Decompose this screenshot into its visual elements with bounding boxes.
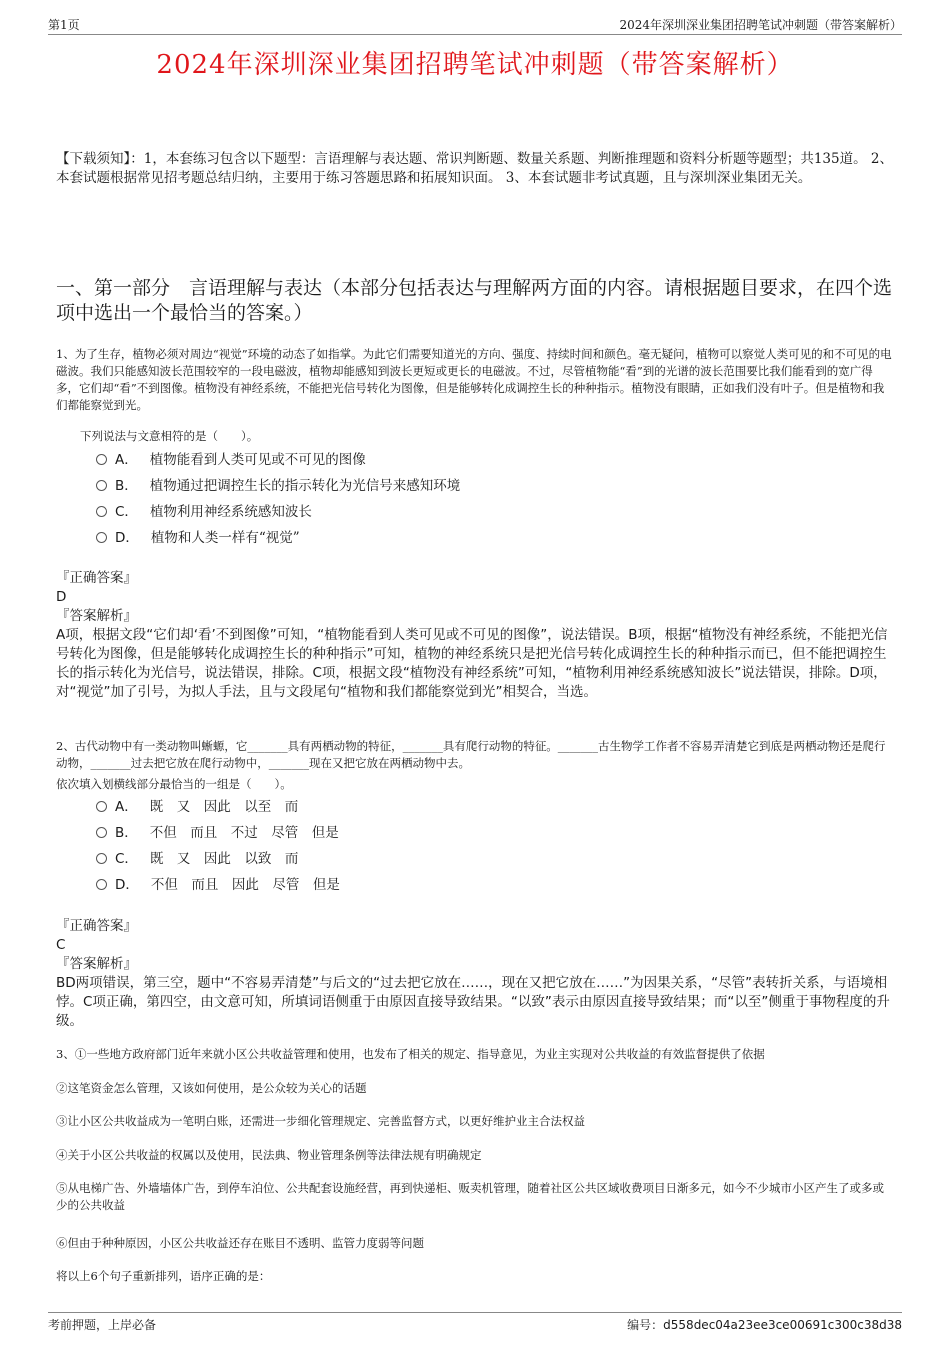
option-key: C． — [115, 851, 138, 867]
option-text: 植物和人类一样有“视觉” — [150, 530, 300, 546]
section-heading: 一、第一部分 言语理解与表达（本部分包括表达与理解两方面的内容。请根据题目要求，在四个选项中选出一个最恰当的答案。） — [56, 277, 893, 324]
q3-sentence-4: ④关于小区公共收益的权属以及使用，民法典、物业管理条例等法律法规有明确规定 — [56, 1148, 482, 1162]
q1-prompt: 下列说法与文意相符的是（ ）。 — [80, 429, 259, 443]
option-text: 既 又 因此 以至 而 — [149, 799, 299, 815]
q3-sentence-2: ②这笔资金怎么管理，又该如何使用，是公众较为关心的话题 — [56, 1081, 367, 1095]
q3-sentence-5: ⑤从电梯广告、外墙墙体广告，到停车泊位、公共配套设施经营，再到快递柜、贩卖机管理，随着社区公共区域收费项目日渐多元，如今不少城市小区产生了或多或少的公共收益 — [56, 1181, 884, 1212]
option-key: A． — [115, 799, 138, 815]
q1-option-d[interactable] — [96, 529, 300, 547]
q2-answer-block — [56, 917, 894, 1031]
answer-label: 『正确答案』 — [56, 570, 137, 586]
option-text: 既 又 因此 以致 而 — [149, 851, 299, 867]
analysis-text: A项，根据文段“它们却‘看’不到图像”可知，“植物能看到人类可见或不可见的图像”，说法错误。B项，根据“植物没有神经系统，不能把光信号转化为图像，但是能够转化成调控生长的种种指示”可知，植物的神经系统只是把光信号转化成调控生长的种种指示而已，但不能把调控生长的指示转化为光信号，说法错误，排除。C项，根据文段“植物没有神经系统”可知，“植物利用神经系统感知波长”说法错误，排除。D项，对“视觉”加了引号，为拟人手法，且与文段尾句“植物和我们都能察觉到光”相契合，当选。 — [56, 627, 888, 700]
radio-icon[interactable] — [96, 853, 107, 864]
radio-icon[interactable] — [96, 506, 107, 517]
code-value: d558dec04a23ee3ce00691c300c38d38 — [663, 1318, 902, 1332]
q1-option-b[interactable] — [96, 477, 460, 495]
option-text: 不但 而且 因此 尽管 但是 — [150, 877, 340, 893]
option-key: A． — [115, 452, 138, 468]
page-number: 第1页 — [48, 18, 80, 32]
q1-option-a[interactable] — [96, 451, 366, 469]
page-header — [48, 14, 902, 35]
q2-prompt: 依次填入划横线部分最恰当的一组是（ ）。 — [56, 777, 292, 791]
option-text: 不但 而且 不过 尽管 但是 — [149, 825, 339, 841]
footer-slogan: 考前押题，上岸必备 — [48, 1318, 157, 1332]
analysis-label: 『答案解析』 — [56, 956, 137, 972]
header-doc-title: 2024年深圳深业集团招聘笔试冲刺题（带答案解析） — [619, 18, 902, 32]
q1-option-c[interactable] — [96, 503, 312, 521]
radio-icon[interactable] — [96, 454, 107, 465]
answer-value: C — [56, 937, 66, 953]
q2-stem: 2、古代动物中有一类动物叫蜥螈，它_______具有两栖动物的特征，_______具有爬行动物的特征。_______古生物学工作者不容易弄清楚它到底是两栖动物还是爬行动物，_______过去把它放在爬行动物中，_______现在又把它放在两栖动物中去。 — [56, 739, 886, 770]
code-label: 编号： — [627, 1318, 664, 1332]
q2-option-b[interactable] — [96, 824, 339, 842]
radio-icon[interactable] — [96, 879, 107, 890]
q3-sentence-1: 3、①一些地方政府部门近年来就小区公共收益管理和使用，也发布了相关的规定、指导意见，为业主实现对公共收益的有效监督提供了依据 — [56, 1047, 765, 1061]
answer-label: 『正确答案』 — [56, 918, 137, 934]
document-title: 2024年深圳深业集团招聘笔试冲刺题（带答案解析） — [156, 50, 794, 80]
option-text: 植物通过把调控生长的指示转化为光信号来感知环境 — [149, 478, 461, 494]
q2-option-a[interactable] — [96, 798, 298, 816]
page-footer — [48, 1312, 902, 1333]
q3-sentence-6: ⑥但由于种种原因，小区公共收益还存在账目不透明、监管力度弱等问题 — [56, 1236, 424, 1250]
option-key: B． — [115, 478, 138, 494]
radio-icon[interactable] — [96, 827, 107, 838]
option-key: D． — [115, 530, 139, 546]
footer-code — [627, 1316, 902, 1333]
download-notice: 【下载须知】：1，本套练习包含以下题型：言语理解与表达题、常识判断题、数量关系题、判断推理题和资料分析题等题型；共135道。 2、本套试题根据常见招考题总结归纳，主要用于练习答题思路和拓展知识面。 3、本套试题非考试真题，且与深圳深业集团无关。 — [56, 151, 893, 186]
analysis-label: 『答案解析』 — [56, 608, 137, 624]
radio-icon[interactable] — [96, 480, 107, 491]
q3-prompt: 将以上6个句子重新排列，语序正确的是： — [56, 1269, 271, 1283]
option-key: C． — [115, 504, 138, 520]
q1-stem: 1、为了生存，植物必须对周边“视觉”环境的动态了如指掌。为此它们需要知道光的方向、强度、持续时间和颜色。毫无疑问，植物可以察觉人类可见的和不可见的电磁波。我们只能感知波长范围较窄的一段电磁波，植物却能感知到波长更短或更长的电磁波。不过，尽管植物能“看”到的光谱的波长范围要比我们能看到的宽广得多，它们却“看”不到图像。植物没有神经系统，不能把光信号转化为图像，但是能够转化成调控生长的种种指示。植物没有眼睛，正如我们没有叶子。但是植物和我们都能察觉到光。 — [56, 347, 892, 412]
answer-value: D — [56, 589, 67, 605]
q1-answer-block — [56, 569, 894, 702]
option-text: 植物能看到人类可见或不可见的图像 — [149, 452, 366, 468]
option-text: 植物利用神经系统感知波长 — [149, 504, 312, 520]
option-key: D． — [115, 877, 139, 893]
radio-icon[interactable] — [96, 532, 107, 543]
q2-option-c[interactable] — [96, 850, 298, 868]
q2-option-d[interactable] — [96, 876, 340, 894]
option-key: B． — [115, 825, 138, 841]
radio-icon[interactable] — [96, 801, 107, 812]
q3-sentence-3: ③让小区公共收益成为一笔明白账，还需进一步细化管理规定、完善监督方式，以更好维护业主合法权益 — [56, 1114, 585, 1128]
analysis-text: BD两项错误，第三空，题中“不容易弄清楚”与后文的“过去把它放在……，现在又把它放在……”为因果关系，“尽管”表转折关系，与语境相悖。C项正确，第四空，由文意可知，所填词语侧重于由原因直接导致结果。“以致”表示由原因直接导致结果；而“以至”侧重于事物程度的升级。 — [56, 975, 890, 1029]
